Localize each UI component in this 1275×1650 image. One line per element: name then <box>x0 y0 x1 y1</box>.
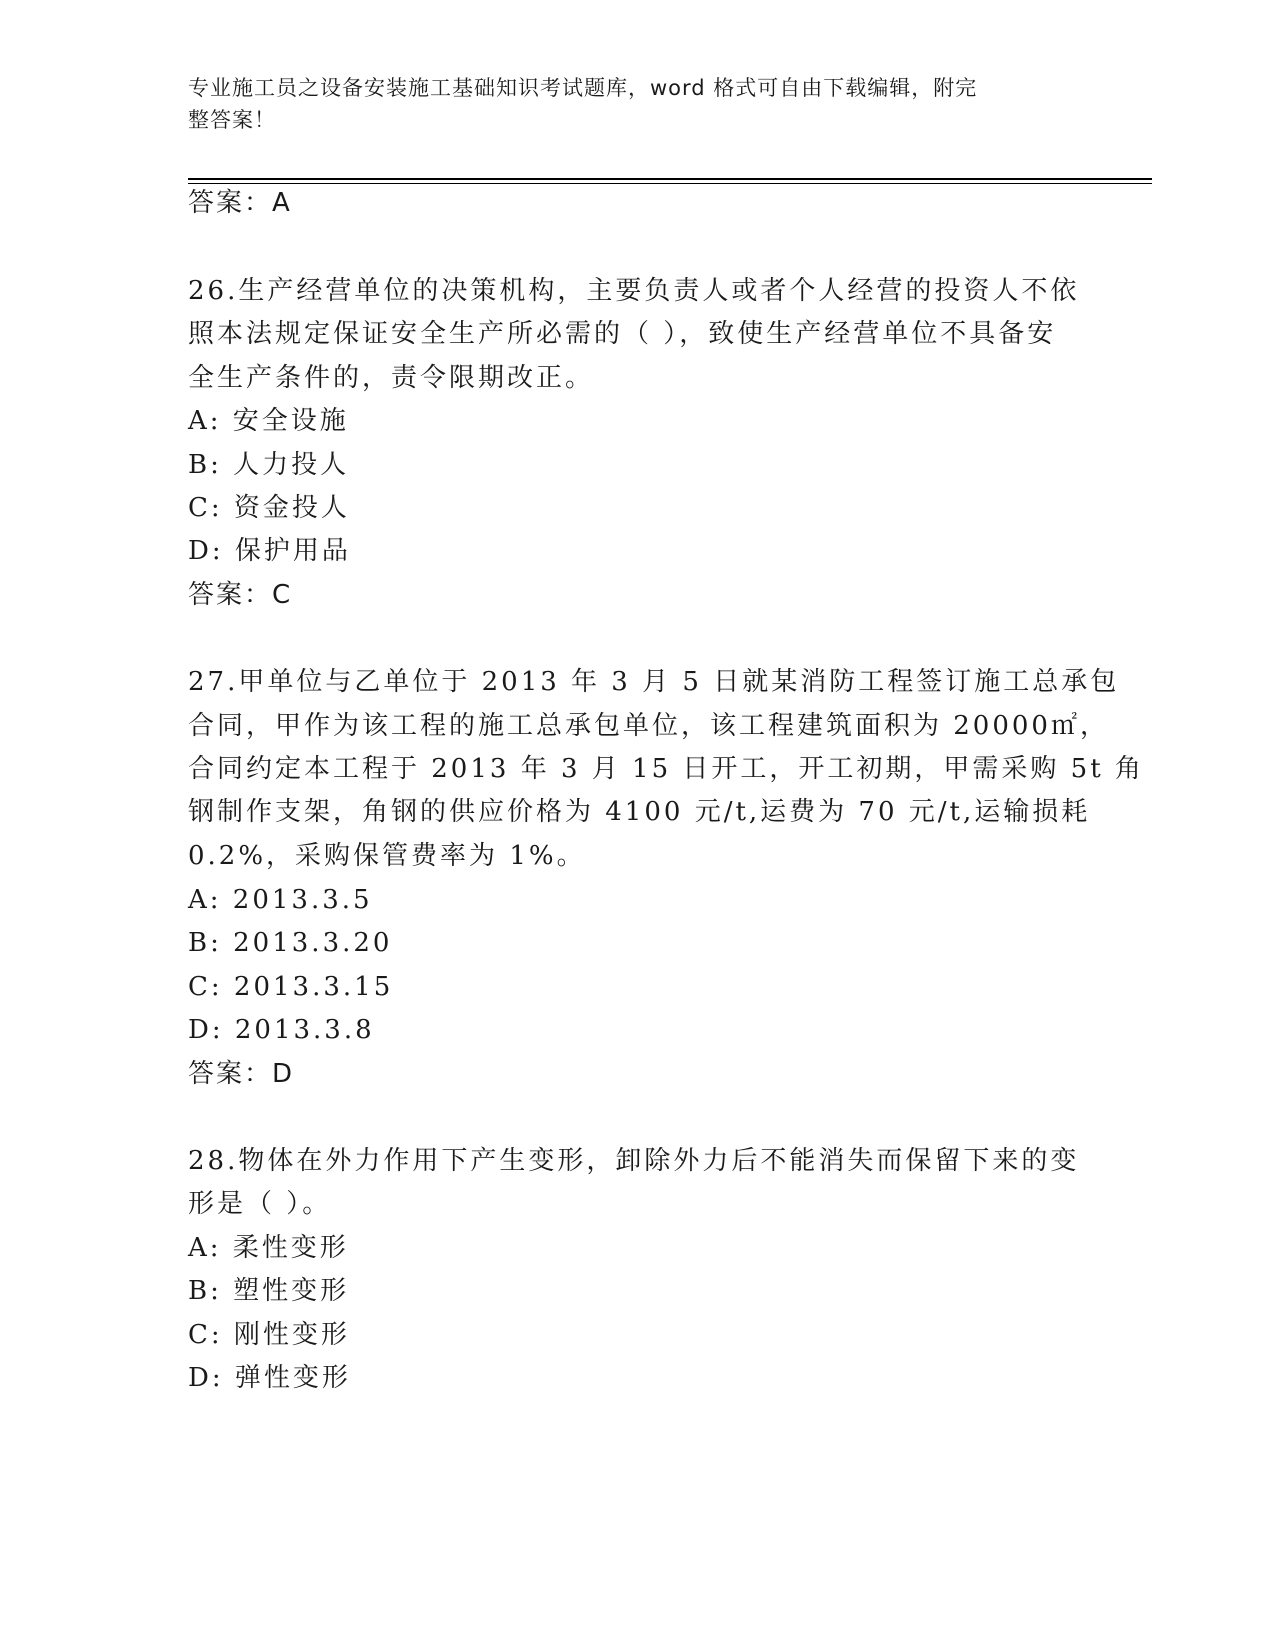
q26-line-1: 26.生产经营单位的决策机构，主要负责人或者个人经营的投资人不依 <box>188 276 1080 306</box>
q27-option-b: B: 2013.3.20 <box>188 928 393 958</box>
answer-25: 答案：A <box>188 188 292 218</box>
q28-option-a: A: 柔性变形 <box>188 1233 349 1263</box>
q26-line-3: 全生产条件的，责令限期改正。 <box>188 363 595 393</box>
q26-option-a: A: 安全设施 <box>188 406 349 436</box>
q27-option-c: C: 2013.3.15 <box>188 972 394 1002</box>
q27-line-3: 合同约定本工程于 2013 年 3 月 15 日开工，开工初期，甲需采购 5t 角 <box>188 754 1144 784</box>
q27-line-5: 0.2%，采购保管费率为 1%。 <box>188 841 586 871</box>
q28-line-1: 28.物体在外力作用下产生变形，卸除外力后不能消失而保留下来的变 <box>188 1146 1080 1176</box>
q27-option-d: D: 2013.3.8 <box>188 1015 375 1045</box>
q27-line-4: 钢制作支架，角钢的供应价格为 4100 元/t,运费为 70 元/t,运输损耗 <box>188 797 1091 827</box>
q26-option-d: D: 保护用品 <box>188 536 351 566</box>
q28-option-b: B: 塑性变形 <box>188 1276 350 1306</box>
q27-line-2: 合同，甲作为该工程的施工总承包单位，该工程建筑面积为 20000㎡， <box>188 711 1109 741</box>
header-divider-thick <box>188 178 1152 180</box>
header-line-1: 专业施工员之设备安装施工基础知识考试题库，word 格式可自由下载编辑，附完 <box>188 76 978 100</box>
q26-option-c: C: 资金投人 <box>188 493 350 523</box>
document-header <box>188 72 1088 136</box>
q26-answer: 答案：C <box>188 580 293 610</box>
header-line-2: 整答案！ <box>188 108 276 132</box>
header-divider-thin <box>188 183 1152 184</box>
q28-line-2: 形是（ ）。 <box>188 1189 332 1219</box>
q27-option-a: A: 2013.3.5 <box>188 885 373 915</box>
q28-option-c: C: 刚性变形 <box>188 1320 350 1350</box>
q26-line-2: 照本法规定保证安全生产所必需的（ ），致使生产经营单位不具备安 <box>188 319 1057 349</box>
q28-option-d: D: 弹性变形 <box>188 1363 351 1393</box>
q27-line-1: 27.甲单位与乙单位于 2013 年 3 月 5 日就某消防工程签订施工总承包 <box>188 667 1120 697</box>
q26-option-b: B: 人力投人 <box>188 450 350 480</box>
q27-answer: 答案：D <box>188 1059 295 1089</box>
